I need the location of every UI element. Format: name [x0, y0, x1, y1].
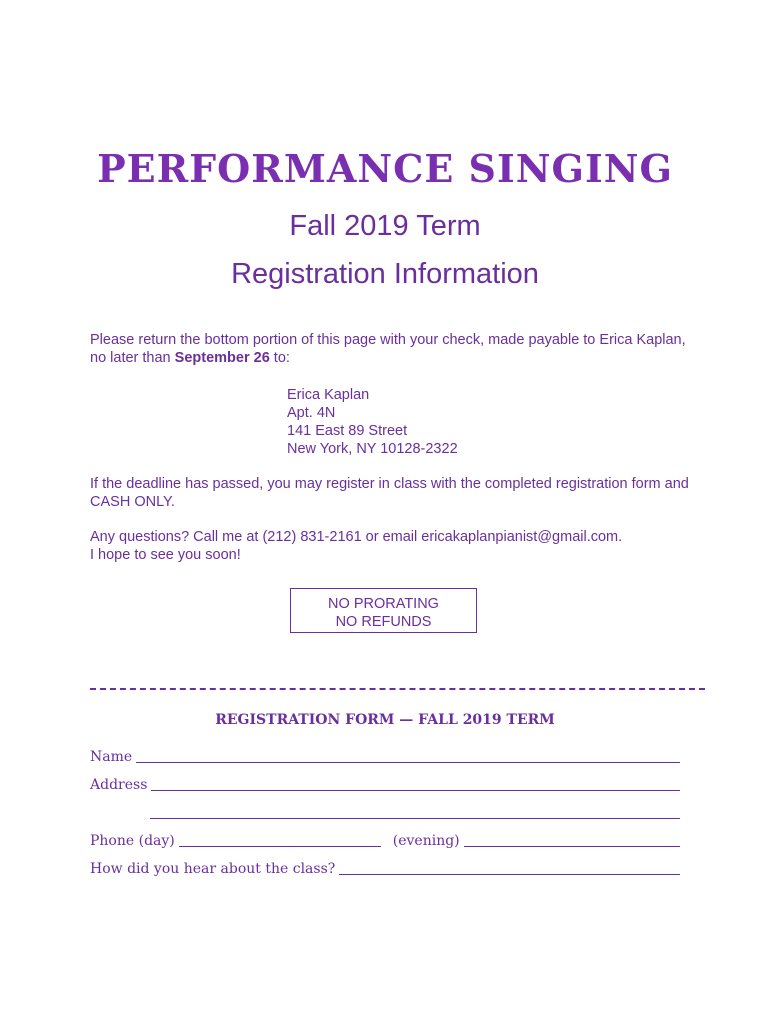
notice-line: NO PRORATING	[328, 596, 439, 612]
address-row-2	[150, 801, 680, 821]
address-line: Erica Kaplan	[287, 387, 370, 403]
phone-evening-label: (evening)	[392, 833, 460, 849]
referral-label: How did you hear about the class?	[90, 861, 336, 877]
term-heading: Fall 2019 Term	[289, 210, 481, 242]
notice-box	[290, 588, 477, 633]
phone-day-label: Phone (day)	[90, 833, 175, 849]
subtitle-heading: Registration Information	[231, 258, 539, 290]
cut-line-divider	[90, 688, 705, 690]
mailing-address	[287, 386, 458, 458]
phone-row	[90, 829, 680, 849]
address-line: 141 East 89 Street	[287, 423, 408, 439]
return-text: Please return the bottom portion of this page with your check, made payable to Erica Kaplan, no later than	[90, 332, 686, 366]
page-title: PERFORMANCE SINGING	[97, 146, 673, 191]
address-line: Apt. 4N	[287, 405, 336, 421]
address-field-line-2[interactable]	[150, 804, 680, 819]
name-label: Name	[90, 749, 133, 765]
form-title: REGISTRATION FORM — FALL 2019 TERM	[215, 712, 555, 728]
name-field-line[interactable]	[136, 748, 680, 763]
deadline-date: September 26	[174, 350, 270, 366]
return-instructions	[90, 331, 690, 367]
address-row	[90, 773, 680, 793]
deadline-passed-note: If the deadline has passed, you may register in class with the completed registration form and CASH ONLY.	[90, 476, 689, 510]
closing-text: I hope to see you soon!	[90, 547, 241, 563]
return-suffix: to:	[269, 350, 290, 366]
address-line: New York, NY 10128-2322	[287, 441, 458, 457]
address-label: Address	[90, 777, 148, 793]
contact-paragraph	[90, 528, 690, 564]
name-row	[90, 745, 680, 765]
address-field-line[interactable]	[151, 776, 680, 791]
referral-field-line[interactable]	[339, 860, 680, 875]
questions-text: Any questions? Call me at (212) 831-2161 or email ericakaplanpianist@gmail.com.	[90, 529, 623, 545]
phone-evening-field-line[interactable]	[464, 832, 680, 847]
referral-row	[90, 857, 680, 877]
notice-line: NO REFUNDS	[335, 614, 432, 630]
phone-day-field-line[interactable]	[179, 832, 381, 847]
